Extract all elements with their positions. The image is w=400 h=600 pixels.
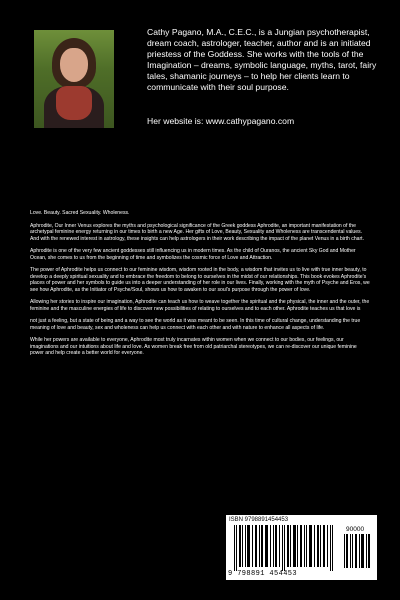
book-description [30,210,372,363]
tagline: Love. Beauty. Sacred Sexuality. Wholeness. [30,210,130,216]
price-code: 90000 [346,526,365,533]
description-paragraph: Aphrodite is one of the very few ancient goddesses still influencing us in modern times. As the child of Ouranos, the ancient Sky God and Mother Ocean, she comes to us from the beginning of time and symbolizes the cosmic force of Love and Attraction. [30,248,356,261]
photo-scarf [56,86,92,120]
description-paragraph: Aphrodite, Our Inner Venus explores the myths and psychological significance of the Greek goddess Aphrodite, an important manifestation of the archetypal feminine energy returning in our times to birth a new Age. Her gifts of Love, Beauty, Sexuality and Wholeness are transcendental values. And with the renewed interest in astrology, these insights can help astrologers in their work describing the impact of the planet Venus in a birth chart. [30,222,365,242]
description-paragraph: Allowing her stories to inspire our imagination, Aphrodite can teach us how to weave together the spiritual and the physical, the inner and the outer, the feminine and the masculine energies of life to discover new possibilities of relating to ourselves and to each other. Aphrodite teaches us that love is [30,299,370,312]
author-website: Her website is: www.cathypagano.com [147,116,295,126]
isbn-label: ISBN 9798891454453 [229,517,289,523]
description-paragraph: The power of Aphrodite helps us connect to our feminine wisdom, wisdom rooted in the body, a wisdom that invites us to live with true inner beauty, to develop a deeply spiritual sexuality and to embrace the freedom to belong to ourselves in the midst of our relationships. This book evokes Aphrodite's places of power and her symbols to guide us into a deeper understanding of her role in our lives. Finally, working with the myth of Psyche and Eros, we see how Aphrodite, as the Initiator of Psyche/Soul, shows us how to awaken to our soul's purpose through the power of love. [30,267,370,293]
isbn-barcode [226,515,377,580]
description-paragraph: not just a feeling, but a state of being and a way to see the world as it was meant to be seen. In this time of cultural change, understanding the true meaning of love and beauty, sex and wholeness can help us connect with each other and with nature to enhance all aspects of life. [30,318,361,331]
author-photo [34,30,114,128]
isbn-digits: 9 798891 454453 [228,570,298,578]
barcode-bars [232,525,340,571]
price-barcode-bars [344,534,372,568]
author-bio: Cathy Pagano, M.A., C.E.C., is a Jungian psychotherapist, dream coach, astrologer, teacher, author and is an initiated priestess of the Goddess. She works with the tools of the Imagination – dreams, symbolic language, myths, tarot, fairy tales, shamanic journeys – to help her clients learn to communicate with their soul purpose. [147,27,377,92]
description-paragraph: While her powers are available to everyone, Aphrodite most truly incarnates within women when we connect to our bodies, our feelings, our imaginations and our intuitions about life and love. As women break free from old patriarchal stereotypes, we can re-discover our unique feminine power and help create a better world for everyone. [30,337,357,357]
photo-face [60,48,88,82]
